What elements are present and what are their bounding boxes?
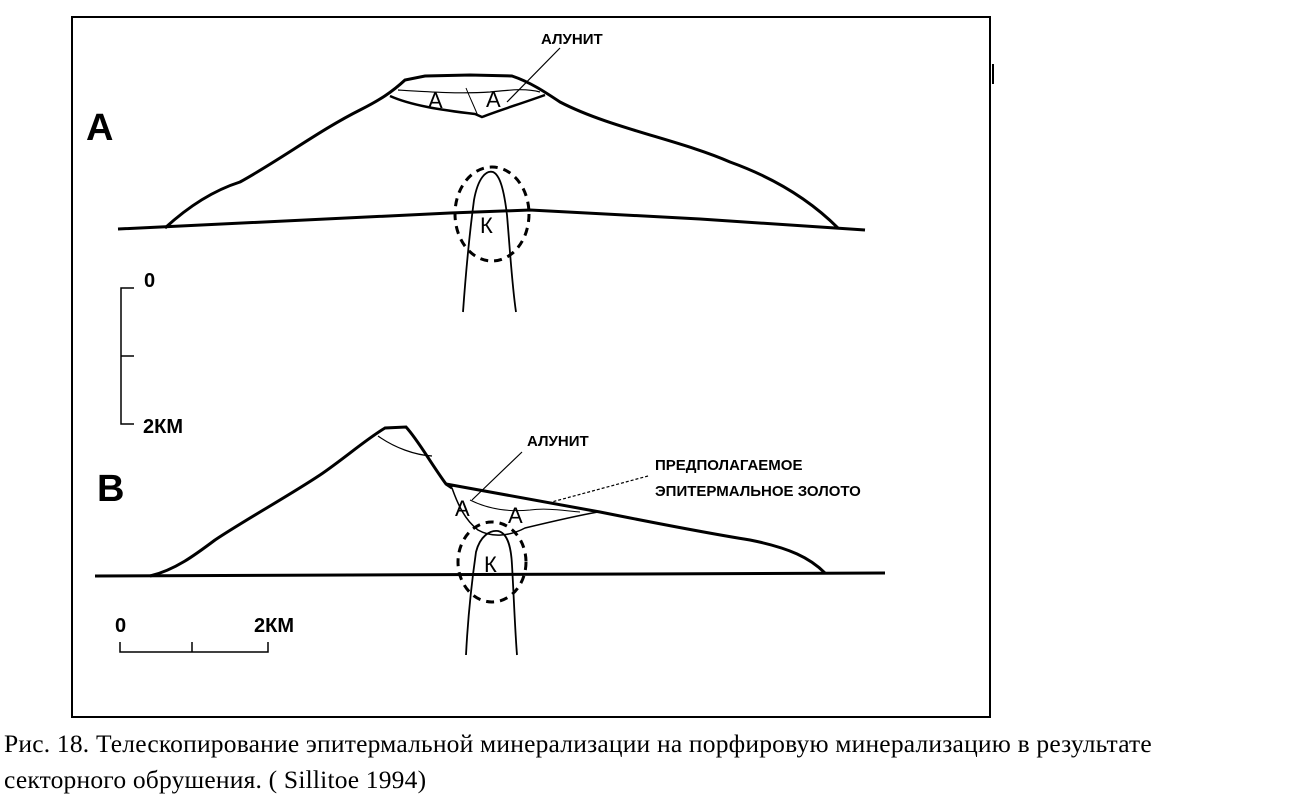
vertical-scale-bar [121,288,134,424]
panel-b-gold-label-line2: ЭПИТЕРМАЛЬНОЕ ЗОЛОТО [655,483,861,500]
panel-a-letter: A [86,107,114,149]
panel-b-core-label: К [484,552,497,577]
panel-b-gold-leader [548,476,648,503]
figure-frame [72,17,990,717]
panel-b-gold-label-line1: ПРЕДПОЛАГАЕМОЕ [655,457,803,474]
panel-a-core-label: К [480,213,493,238]
panel-a-alunite-leader [507,48,560,102]
panel-a-zone-a1: А [428,88,443,113]
horizontal-scale-left-label: 0 [115,615,127,637]
panel-a-zone-a2: А [486,87,501,112]
panel-b-alunite-label: АЛУНИТ [527,433,589,450]
panel-b-zone-a2: А [508,503,523,528]
horizontal-scale-bar [120,642,268,652]
panel-a-alunite-zone [390,95,545,117]
horizontal-scale-right-label: 2КМ [254,615,294,637]
panel-b-letter: В [97,468,125,510]
panel-b-porphyry-stock [466,531,517,655]
caption-line-2: секторного обрушения. ( Sillitoe 1994) [4,765,427,794]
vertical-scale-top-label: 0 [144,270,156,292]
panel-a-volcano-outline [165,75,838,228]
caption-line-1: Рис. 18. Телескопирование эпитермальной минерализации на порфировую минерализацию в результате [4,729,1152,758]
panel-b-volcano-outline [150,427,452,576]
panel-a-alunite-label: АЛУНИТ [541,31,603,48]
figure-caption [4,726,1294,798]
panel-a-porphyry-stock [463,172,516,312]
panel-a [86,31,865,438]
panel-b-zone-a1: А [455,496,470,521]
panel-b [95,427,885,655]
vertical-scale-bottom-label: 2КМ [143,416,183,438]
